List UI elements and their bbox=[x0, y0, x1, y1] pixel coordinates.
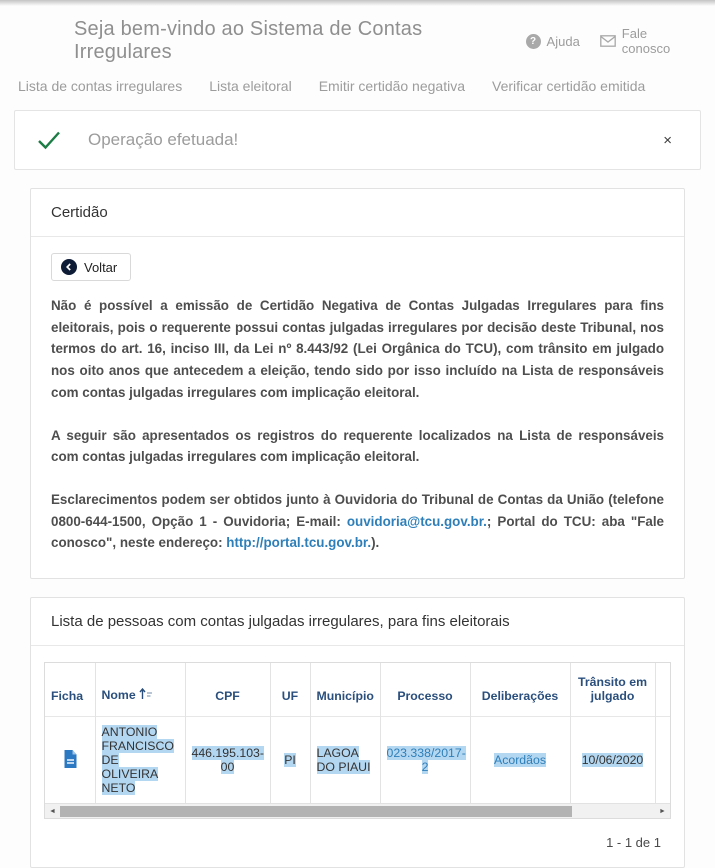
transito-value: 10/06/2020 bbox=[581, 753, 644, 768]
nav-verificar-certidao-emitida[interactable]: Verificar certidão emitida bbox=[492, 78, 646, 94]
lista-card-title: Lista de pessoas com contas julgadas irregulares, para fins eleitorais bbox=[31, 598, 684, 646]
column-header-deliberacoes: Deliberações bbox=[470, 663, 570, 717]
column-header-processo: Processo bbox=[380, 663, 470, 717]
nome-value: ANTONIO FRANCISCO DE OLIVEIRA NETO bbox=[101, 725, 174, 796]
success-alert bbox=[14, 110, 701, 170]
cpf-cell bbox=[185, 717, 270, 804]
deliberacoes-cell bbox=[470, 717, 570, 804]
scroll-left-icon[interactable]: ◄ bbox=[49, 807, 56, 815]
help-link[interactable] bbox=[526, 34, 580, 49]
scrollbar-track[interactable] bbox=[60, 804, 655, 819]
column-header-nome-label: Nome bbox=[101, 688, 136, 703]
scroll-right-icon[interactable]: ► bbox=[659, 807, 666, 815]
column-header-transito-em-julgado: Trânsito em julgado bbox=[570, 663, 655, 717]
certidao-card-body bbox=[31, 237, 684, 578]
processo-cell bbox=[380, 717, 470, 804]
alert-message: Operação efetuada! bbox=[88, 130, 239, 149]
transito-cell bbox=[570, 717, 655, 804]
nome-cell bbox=[95, 717, 185, 804]
certidao-card bbox=[30, 188, 685, 579]
contact-link[interactable] bbox=[600, 26, 699, 56]
column-header-nome[interactable] bbox=[95, 663, 185, 717]
main-nav bbox=[0, 72, 715, 110]
back-button[interactable] bbox=[51, 253, 131, 281]
processo-link[interactable]: 023.338/2017-2 bbox=[386, 746, 466, 775]
portal-tcu-link[interactable]: http://portal.tcu.gov.br. bbox=[226, 535, 372, 551]
table-header-row bbox=[45, 663, 671, 717]
help-icon: ? bbox=[526, 34, 541, 49]
header-links bbox=[526, 26, 699, 56]
uf-value: PI bbox=[284, 753, 296, 768]
table-filler-cell bbox=[655, 717, 671, 804]
ficha-cell[interactable] bbox=[45, 717, 95, 804]
certidao-card-title: Certidão bbox=[31, 189, 684, 237]
envelope-icon bbox=[600, 35, 616, 47]
sort-ascending-icon bbox=[139, 688, 153, 703]
pagination-label: 1 - 1 de 1 bbox=[606, 835, 661, 851]
header bbox=[0, 6, 715, 72]
paragraph-3-text-between: ; Portal do TCU: aba "Fale conosco", neste endereço: bbox=[51, 513, 664, 551]
check-icon bbox=[37, 130, 61, 150]
municipio-cell bbox=[310, 717, 380, 804]
certidao-paragraph-2: A seguir são apresentados os registros do requerente localizados na Lista de responsáveis com contas julgadas irregulares com implicação eleitoral. bbox=[51, 427, 664, 465]
ouvidoria-email-link[interactable]: ouvidoria@tcu.gov.br. bbox=[346, 513, 487, 529]
cpf-value: 446.195.103-00 bbox=[191, 746, 264, 775]
irregular-accounts-table bbox=[44, 662, 671, 819]
document-icon bbox=[62, 749, 78, 769]
column-header-uf: UF bbox=[270, 663, 310, 717]
nav-lista-eleitoral[interactable]: Lista eleitoral bbox=[209, 78, 292, 94]
back-button-label: Voltar bbox=[84, 259, 118, 275]
paragraph-3-text-before: Esclarecimentos podem ser obtidos junto à Ouvidoria do Tribunal de Contas da União (telefone 0800-644-1500, Opção 1 - Ouvidoria; E-mail: bbox=[51, 491, 664, 529]
scrollbar-thumb[interactable] bbox=[60, 806, 572, 817]
lista-card bbox=[30, 597, 685, 868]
close-icon[interactable]: × bbox=[657, 131, 678, 150]
horizontal-scrollbar[interactable] bbox=[45, 803, 670, 818]
nav-emitir-certidao-negativa[interactable]: Emitir certidão negativa bbox=[318, 78, 465, 94]
deliberacoes-link[interactable]: Acordãos bbox=[494, 753, 546, 768]
lista-card-body bbox=[31, 646, 684, 867]
help-label: Ajuda bbox=[546, 33, 580, 49]
municipio-value: LAGOA DO PIAUI bbox=[316, 746, 371, 775]
certidao-paragraph-1: Não é possível a emissão de Certidão Negativa de Contas Julgadas Irregulares para fins eleitorais, pois o requerente possui contas julgadas irregulares por decisão deste Tribunal, nos termos do art. 16, inciso III, da Lei nº 8.443/92 (Lei Orgânica do TCU), com trânsito em julgado nos oito anos que antecedem a eleição, tendo sido por isso incluído na Lista de responsáveis com contas julgadas irregulares com implicação eleitoral. bbox=[51, 298, 664, 400]
contact-label: Fale conosco bbox=[621, 26, 671, 56]
page-title: Seja bem-vindo ao Sistema de Contas Irregulares bbox=[74, 18, 423, 63]
column-header-cpf: CPF bbox=[185, 663, 270, 717]
certidao-paragraph-3 bbox=[51, 489, 664, 554]
uf-cell bbox=[270, 717, 310, 804]
table-row bbox=[45, 717, 671, 804]
chevron-left-icon bbox=[61, 259, 77, 275]
column-header-municipio: Município bbox=[310, 663, 380, 717]
table-filler-header bbox=[655, 663, 671, 717]
nav-lista-contas-irregulares[interactable]: Lista de contas irregulares bbox=[18, 78, 183, 94]
column-header-ficha: Ficha bbox=[45, 663, 95, 717]
paragraph-3-text-after: ). bbox=[371, 535, 380, 551]
